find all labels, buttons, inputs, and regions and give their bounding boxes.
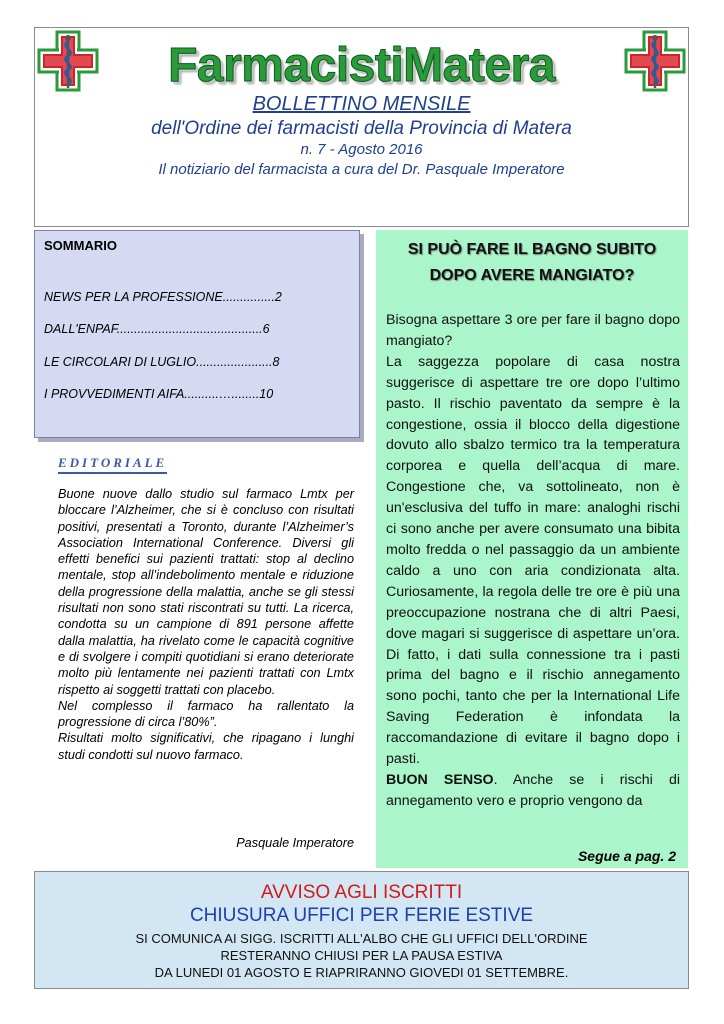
toc-item[interactable]: NEWS PER LA PROFESSIONE...............2 bbox=[44, 290, 282, 304]
notice-line: DA LUNEDI 01 AGOSTO E RIAPRIRANNO GIOVEDI 01 SETTEMBRE. bbox=[154, 965, 569, 980]
toc-item[interactable]: LE CIRCOLARI DI LUGLIO......................8 bbox=[44, 355, 280, 369]
toc-item[interactable]: DALL'ENPAF..........................................6 bbox=[44, 322, 270, 336]
editorial-heading: EDITORIALE bbox=[58, 455, 167, 474]
masthead-title: FarmacistiMatera bbox=[168, 39, 555, 92]
article-bold-lead: BUON SENSO bbox=[386, 771, 494, 788]
article-paragraph-text: . Anche se i rischi di annegamento vero e proprio vengono da bbox=[386, 771, 680, 809]
issue-number: n. 7 - Agosto 2016 bbox=[300, 141, 423, 158]
article-title-line: DOPO AVERE MANGIATO? bbox=[429, 267, 635, 284]
article-title bbox=[376, 237, 688, 289]
article-paragraph: La saggezza popolare di casa nostra suggerisce di aspettare tre ore dopo l’ultimo pasto. Il rischio paventato da sempre è la congestione, ossia il blocco della digestione dovuto allo sbalzo termico tra la temperatura corporea e quella dell’acqua di mare. Congestione che, va sottolineato, non è un'esclusiva del tuffo in mare: analoghi rischi ci sono anche per avere consumato una bibita molto fredda o nel passaggio da un ambiente caldo a uno con aria condizionata alta. Curiosamente, la regola delle tre ore è più una preoccupazione nostrana che di altri Paesi, dove magari si suggerisce di aspettare un’ora. Di fatto, i dati sulla connessione tra i pasti prima del bagno e il rischio annegamento sono pochi, tanto che per la International Life Saving Federation è infondata la raccomandazione di evitare il bagno dopo i pasti. bbox=[386, 353, 680, 768]
editorial-paragraph: Nel complesso il farmaco ha rallentato la progressione di circa l’80%”. bbox=[58, 698, 354, 730]
bulletin-subtitle: BOLLETTINO MENSILE bbox=[252, 93, 471, 115]
masthead-header bbox=[34, 27, 689, 227]
notice-title: AVVISO AGLI ISCRITTI bbox=[260, 882, 463, 903]
article-body bbox=[386, 310, 680, 812]
editorial-paragraph: Risultati molto significativi, che ripagano i lunghi studi condotti sul nuovo farmaco. bbox=[58, 731, 354, 762]
table-of-contents bbox=[34, 230, 360, 438]
publisher-line: dell'Ordine dei farmacisti della Provincia di Matera bbox=[151, 118, 572, 139]
article-paragraph: Bisogna aspettare 3 ore per fare il bagno dopo mangiato? bbox=[386, 312, 680, 349]
editorial-body bbox=[58, 486, 354, 763]
article-title-line: SI PUÒ FARE IL BAGNO SUBITO bbox=[407, 241, 657, 258]
notice-box bbox=[34, 871, 689, 989]
article-paragraph bbox=[386, 770, 680, 812]
notice-subtitle: CHIUSURA UFFICI PER FERIE ESTIVE bbox=[189, 905, 534, 926]
curator-line: Il notiziario del farmacista a cura del Dr. Pasquale Imperatore bbox=[158, 161, 565, 178]
toc-item[interactable]: I PROVVEDIMENTI AIFA..........…........10 bbox=[44, 387, 274, 401]
notice-line: RESTERANNO CHIUSI PER LA PAUSA ESTIVA bbox=[220, 948, 503, 963]
feature-article bbox=[376, 230, 688, 868]
toc-title: SOMMARIO bbox=[44, 238, 117, 253]
editorial-signature: Pasquale Imperatore bbox=[236, 836, 354, 850]
continue-link[interactable]: Segue a pag. 2 bbox=[577, 848, 676, 864]
notice-line: SI COMUNICA AI SIGG. ISCRITTI ALL'ALBO CHE GLI UFFICI DELL'ORDINE bbox=[135, 931, 588, 946]
editorial-paragraph: Buone nuove dallo studio sul farmaco Lmtx per bloccare l’Alzheimer, che si è concluso con risultati positivi, presentati a Toronto, durante l’Alzheimer’s Association International Conference. Diversi gli effetti benefici sui pazienti trattati: stop al declino mentale, stop all’indebolimento mentale e riduzione della progressione della malattia, anche se gli stessi risultati non sono stati riscontrati su tutti. La ricerca, condotta su un campione di 891 persone affette dalla malattia, ha rivelato come le capacità cognitive e di svolgere i compiti quotidiani si erano deteriorate molto più lentamente nei pazienti trattati con Lmtx rispetto ai soggetti trattati con placebo. bbox=[58, 487, 354, 697]
